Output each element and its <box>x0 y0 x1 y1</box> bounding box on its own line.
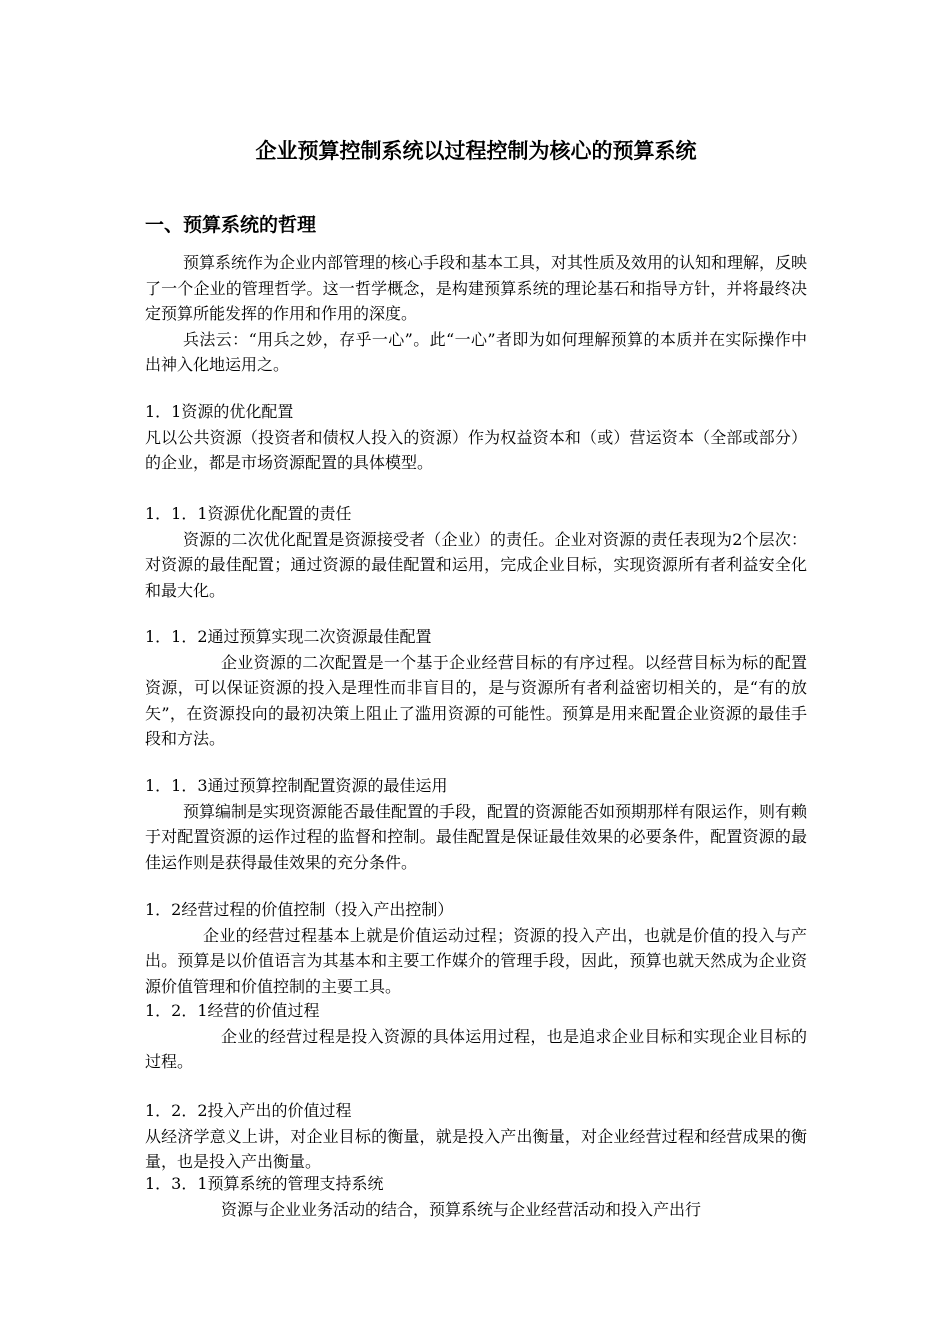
intro-block <box>145 250 807 378</box>
paragraph: 企业的经营过程是投入资源的具体运用过程，也是追求企业目标和实现企业目标的过程。 <box>145 1026 807 1071</box>
subsection-1-3-1 <box>145 1171 807 1222</box>
paragraph: 兵法云：“用兵之妙，存乎一心”。此“一心”者即为如何理解预算的本质并在实际操作中出神入化地运用之。 <box>145 329 807 374</box>
subsection-heading: 1．3．1预算系统的管理支持系统 <box>145 1174 384 1193</box>
subsection-1-2-1 <box>145 998 807 1075</box>
paragraph: 企业资源的二次配置是一个基于企业经营目标的有序过程。以经营目标为标的配置资源，可以保证资源的投入是理性而非盲目的，是与资源所有者利益密切相关的，是“有的放矢”，在资源投向的最初决策上阻止了滥用资源的可能性。预算是用来配置企业资源的最佳手段和方法。 <box>145 652 807 748</box>
subsection-1-2-2 <box>145 1098 807 1175</box>
subsection-1-1-3 <box>145 773 807 875</box>
subsection-heading: 1．2经营过程的价值控制（投入产出控制） <box>145 900 454 919</box>
paragraph: 凡以公共资源（投资者和债权人投入的资源）作为权益资本和（或）营运资本（全部或部分）的企业，都是市场资源配置的具体模型。 <box>145 427 807 472</box>
document-title: 企业预算控制系统以过程控制为核心的预算系统 <box>255 139 697 163</box>
subsection-1-1-1 <box>145 501 807 603</box>
subsection-heading: 1．1资源的优化配置 <box>145 402 294 421</box>
subsection-heading: 1．1．1资源优化配置的责任 <box>145 504 352 523</box>
subsection-heading: 1．2．1经营的价值过程 <box>145 1001 320 1020</box>
subsection-heading: 1．1．2通过预算实现二次资源最佳配置 <box>145 627 432 646</box>
subsection-heading: 1．1．3通过预算控制配置资源的最佳运用 <box>145 776 448 795</box>
section-heading: 一、预算系统的哲理 <box>145 214 317 236</box>
paragraph: 从经济学意义上讲，对企业目标的衡量，就是投入产出衡量，对企业经营过程和经营成果的衡量，也是投入产出衡量。 <box>145 1126 807 1171</box>
paragraph: 企业的经营过程基本上就是价值运动过程；资源的投入产出，也就是价值的投入与产出。预算是以价值语言为其基本和主要工作媒介的管理手段，因此，预算也就天然成为企业资源价值管理和价值控制的主要工具。 <box>145 925 807 996</box>
subsection-1-1 <box>145 399 807 476</box>
subsection-1-1-2 <box>145 624 807 752</box>
subsection-1-2 <box>145 897 807 999</box>
subsection-heading: 1．2．2投入产出的价值过程 <box>145 1101 352 1120</box>
paragraph: 预算系统作为企业内部管理的核心手段和基本工具，对其性质及效用的认知和理解，反映了一个企业的管理哲学。这一哲学概念，是构建预算系统的理论基石和指导方针，并将最终决定预算所能发挥的作用和作用的深度。 <box>145 253 808 323</box>
paragraph: 资源与企业业务活动的结合，预算系统与企业经营活动和投入产出行 <box>221 1199 702 1219</box>
paragraph: 资源的二次优化配置是资源接受者（企业）的责任。企业对资源的责任表现为2个层次：对资源的最佳配置；通过资源的最佳配置和运用，完成企业目标，实现资源所有者利益安全化和最大化。 <box>145 529 807 600</box>
paragraph: 预算编制是实现资源能否最佳配置的手段，配置的资源能否如预期那样有限运作，则有赖于对配置资源的运作过程的监督和控制。最佳配置是保证最佳效果的必要条件，配置资源的最佳运作则是获得最佳效果的充分条件。 <box>145 801 808 872</box>
